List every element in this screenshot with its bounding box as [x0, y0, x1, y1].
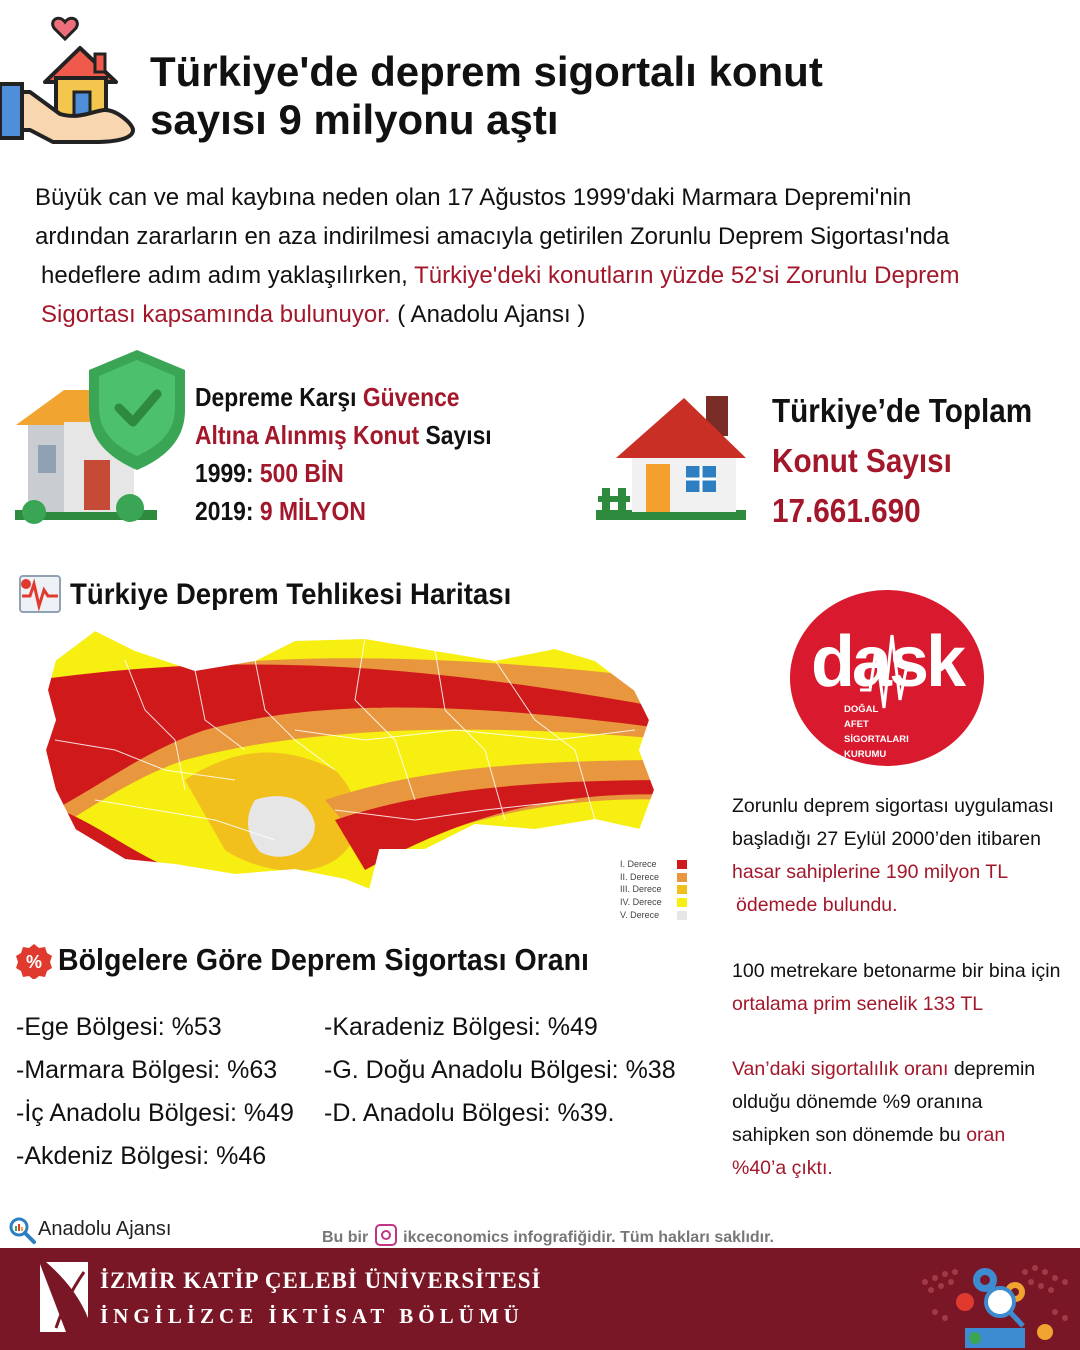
university-logo-icon [36, 1258, 92, 1338]
page-title: Türkiye'de deprem sigortalı konut sayısı 9 milyonu aştı [150, 48, 823, 143]
turkey-hazard-map [35, 620, 675, 910]
credit-line: Bu bir ikceconomics infografiğidir. Tüm hakları saklıdır. [322, 1224, 774, 1247]
instagram-icon [375, 1224, 397, 1246]
side-payments-text: Zorunlu deprem sigortası uygulaması başladığı 27 Eylül 2000’den itibaren hasar sahiplerine 190 milyon TL ödemede bulundu. [732, 795, 1054, 916]
dask-logo: dask DOĞAL AFET SİGORTALARI KURUMU [790, 590, 984, 766]
side-van-text: Van’daki sigortalılık oranı depremin olduğu dönemde %9 oranına sahipken son dönemde bu oran %40’a çıktı. [732, 1058, 1036, 1179]
side-premium-text: 100 metrekare betonarme bir bina için ortalama prim senelik 133 TL [732, 960, 1061, 1015]
seismic-wave-icon [860, 630, 920, 710]
region-item: -Marmara Bölgesi: %63 [16, 1056, 278, 1084]
department-name: İNGİLİZCE İKTİSAT BÖLÜMÜ [100, 1304, 524, 1328]
regions-col2 [324, 1006, 676, 1135]
seismograph-icon [18, 574, 62, 614]
region-item: -D. Anadolu Bölgesi: %39. [324, 1099, 615, 1127]
svg-text:%: % [25, 952, 43, 972]
magnifier-chart-icon [8, 1216, 36, 1244]
insured-count-block: Depreme Karşı Güvence Altına Alınmış Konut Sayısı 1999: 500 BİN 2019: 9 MİLYON [195, 382, 492, 526]
map-legend: I. Derece II. Derece III. Derece IV. Derece V. Derece [620, 858, 700, 921]
map-title: Türkiye Deprem Tehlikesi Haritası [70, 578, 512, 611]
regions-col1 [16, 1006, 294, 1178]
regions-title: Bölgelere Göre Deprem Sigortası Oranı [58, 942, 589, 977]
region-item: -Ege Bölgesi: %53 [16, 1013, 222, 1041]
region-item: -G. Doğu Anadolu Bölgesi: %38 [324, 1056, 676, 1084]
region-item: -İç Anadolu Bölgesi: %49 [16, 1099, 294, 1127]
source-label: Anadolu Ajansı [38, 1218, 172, 1240]
house-hand-heart-icon [0, 12, 145, 152]
region-item: -Akdeniz Bölgesi: %46 [16, 1142, 267, 1170]
house-icon [596, 392, 751, 524]
total-housing-block: Türkiye’de Toplam Konut Sayısı 17.661.690 [772, 392, 1033, 529]
region-item: -Karadeniz Bölgesi: %49 [324, 1013, 598, 1041]
insured-house-shield-icon [12, 350, 192, 525]
university-name: İZMİR KATİP ÇELEBİ ÜNİVERSİTESİ [100, 1268, 542, 1293]
economics-world-illustration [905, 1252, 1077, 1348]
intro-paragraph: Büyük can ve mal kaybına neden olan 17 Ağustos 1999'daki Marmara Depremi'nin ardından zararların en aza indirilmesi amacıyla getirilen Zorunlu Deprem Sigortası'nda hedeflere adım adım yaklaşılırken, Türkiye'deki konutların yüzde 52'si Zorunlu Deprem Sigortası kapsamında bulunuyor. ( Anadolu Ajansı ) [35, 184, 960, 328]
percent-badge-icon [16, 943, 52, 979]
